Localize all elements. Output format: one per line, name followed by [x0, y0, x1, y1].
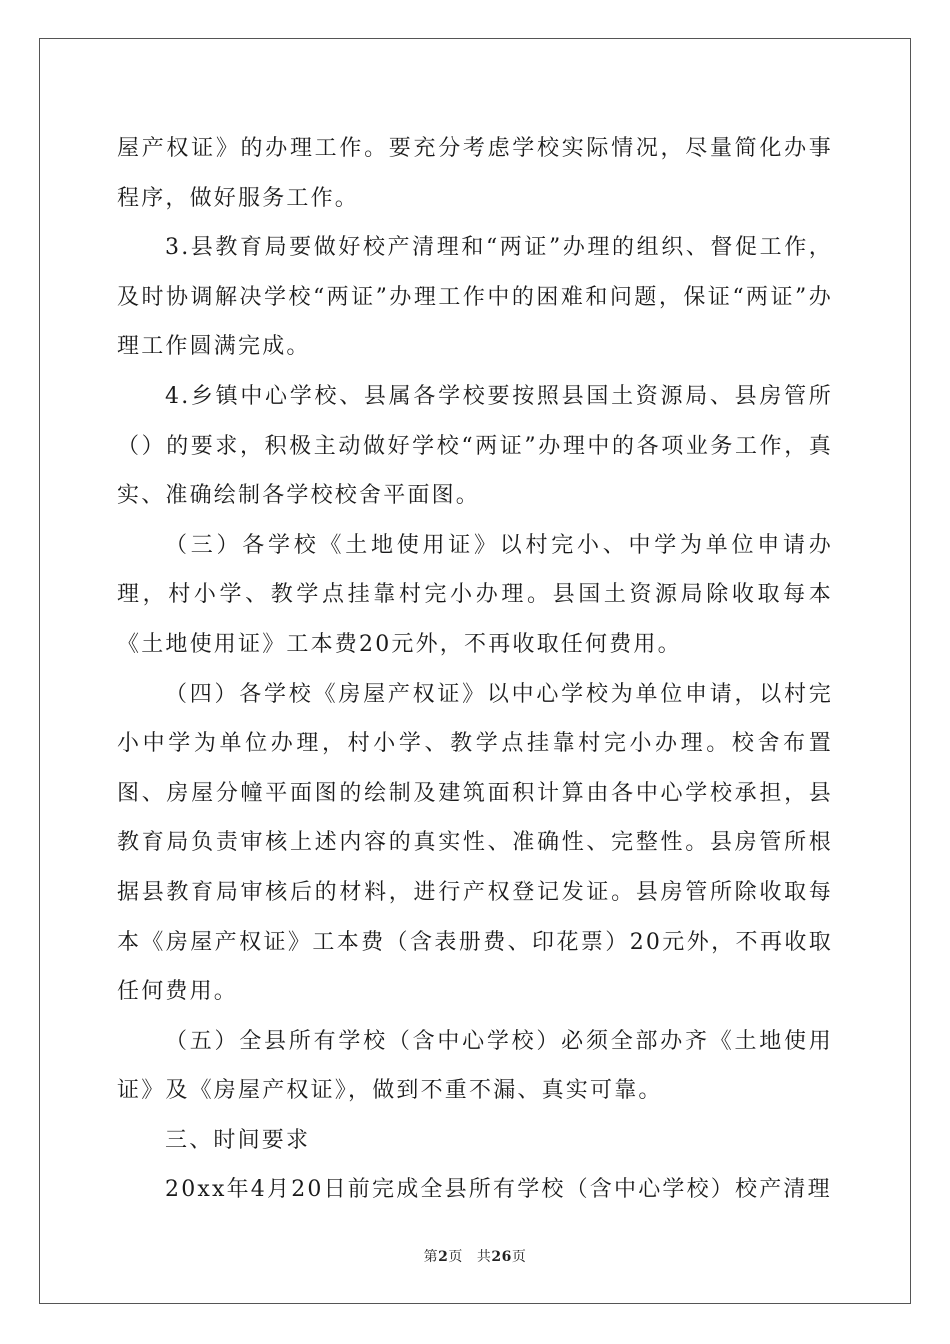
- document-body: [117, 124, 833, 1215]
- paragraph-item-3: 3.县教育局要做好校产清理和“两证”办理的组织、督促工作，及时协调解决学校“两证”办理工作中的困难和问题，保证“两证”办理工作圆满完成。: [117, 235, 833, 360]
- paragraph-section-3: （三）各学校《土地使用证》以村完小、中学为单位申请办理，村小学、教学点挂靠村完小办理。县国土资源局除收取每本《土地使用证》工本费20元外，不再收取任何费用。: [117, 532, 833, 657]
- paragraph-time-requirement: 20xx年4月20日前完成全县所有学校（含中心学校）校产清理: [165, 1177, 832, 1203]
- total-prefix: 共: [476, 1249, 492, 1265]
- total-suffix: 页: [511, 1249, 527, 1265]
- section-heading-time-requirements: 三、时间要求: [165, 1127, 311, 1153]
- total-pages: 26: [491, 1249, 512, 1265]
- paragraph-continuation: 屋产权证》的办理工作。要充分考虑学校实际情况，尽量简化办事程序，做好服务工作。: [117, 136, 833, 211]
- page-suffix: 页: [448, 1249, 463, 1265]
- paragraph-section-5: （五）全县所有学校（含中心学校）必须全部办齐《土地使用证》及《房屋产权证》，做到不重不漏、真实可靠。: [117, 1028, 833, 1104]
- page-number: 2: [438, 1249, 449, 1265]
- page-footer: [0, 1246, 950, 1266]
- paragraph-section-4: （四）各学校《房屋产权证》以中心学校为单位申请，以村完小中学为单位办理，村小学、教学点挂靠村完小办理。校舍布置图、房屋分幢平面图的绘制及建筑面积计算由各中心学校承担，县教育局负责审核上述内容的真实性、准确性、完整性。县房管所根据县教育局审核后的材料，进行产权登记发证。县房管所除收取每本《房屋产权证》工本费（含表册费、印花票）20元外，不再收取任何费用。: [117, 681, 833, 1005]
- page-prefix: 第: [423, 1249, 439, 1265]
- paragraph-item-4: 4.乡镇中心学校、县属各学校要按照县国土资源局、县房管所（）的要求，积极主动做好学校“两证”办理中的各项业务工作，真实、准确绘制各学校校舍平面图。: [117, 383, 833, 509]
